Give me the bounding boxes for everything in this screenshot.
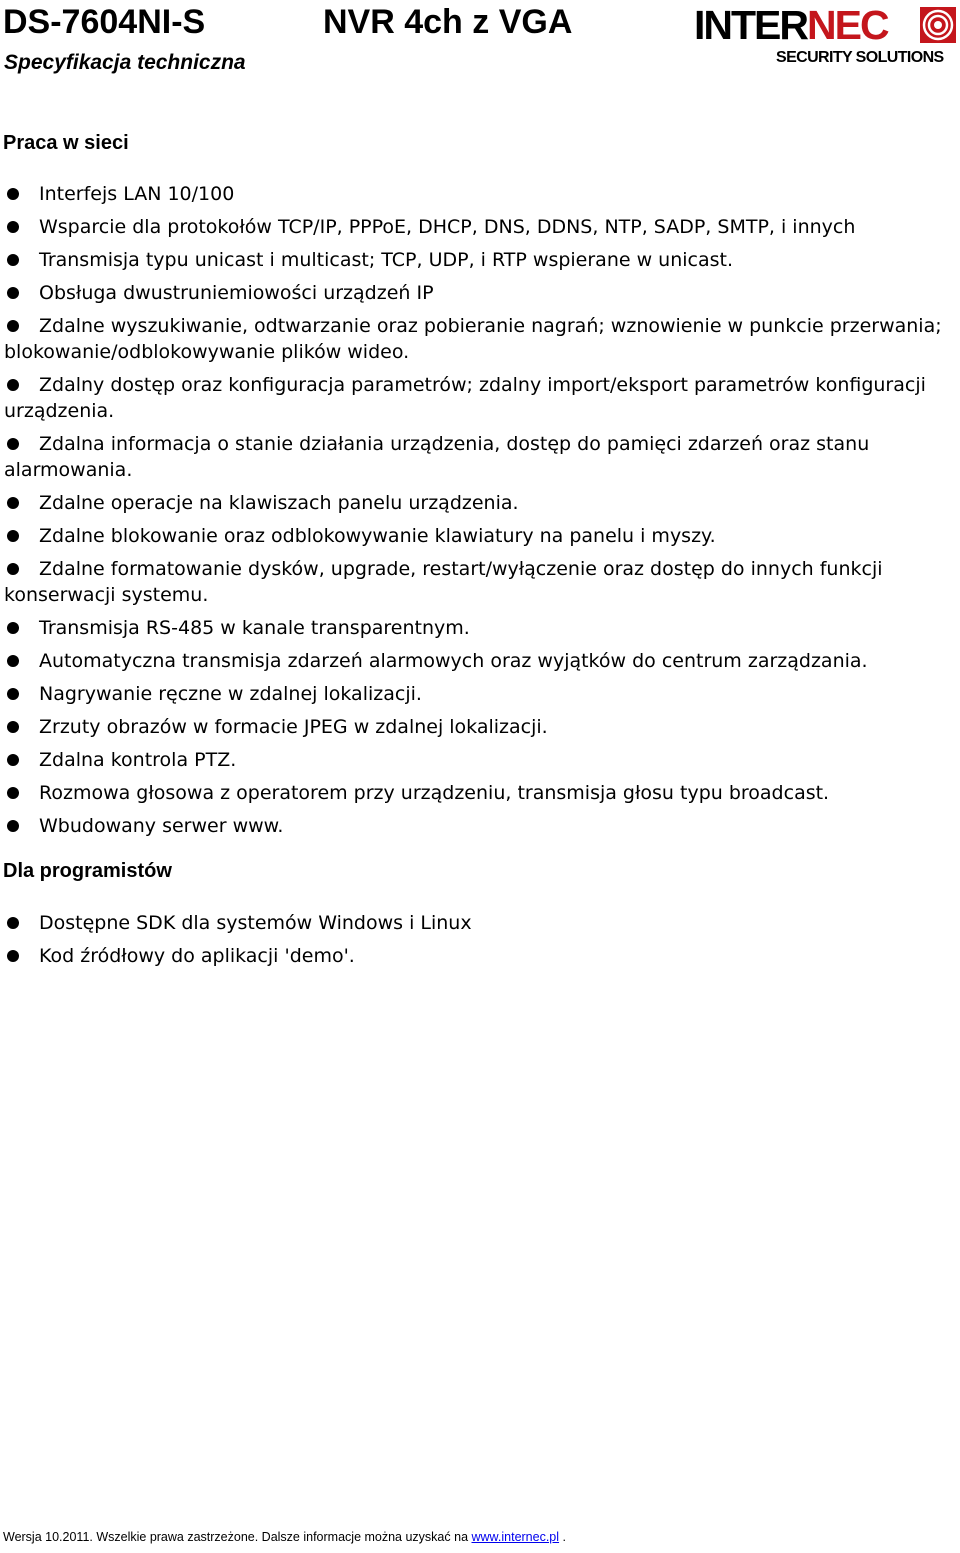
logo-target-icon (920, 7, 956, 43)
bullet-icon (7, 530, 19, 542)
developer-features-list (4, 910, 956, 976)
list-item: Zrzuty obrazów w formacie JPEG w zdalnej lokalizacji. (4, 714, 956, 740)
logo-wordmark: INTERNEC (694, 2, 888, 48)
list-item: Zdalne wyszukiwanie, odtwarzanie oraz pobieranie nagrań; wznowienie w punkcie przerwania; blokowanie/odblokowywanie plików wideo. (4, 315, 942, 363)
internec-logo (694, 4, 958, 70)
bullet-icon (7, 721, 19, 733)
list-item: Wsparcie dla protokołów TCP/IP, PPPoE, DHCP, DNS, DDNS, NTP, SADP, SMTP, i innych (4, 214, 956, 240)
bullet-icon (7, 438, 19, 450)
bullet-icon (7, 563, 19, 575)
document-title (3, 2, 572, 42)
list-item: Transmisja typu unicast i multicast; TCP, UDP, i RTP wspierane w unicast. (4, 247, 956, 273)
list-item: Nagrywanie ręczne w zdalnej lokalizacji. (4, 681, 956, 707)
page-footer (3, 1529, 566, 1545)
list-item: Zdalne blokowanie oraz odblokowywanie klawiatury na panelu i myszy. (4, 523, 956, 549)
document-subtitle: Specyfikacja techniczna (4, 51, 246, 74)
list-item: Dostępne SDK dla systemów Windows i Linux (4, 910, 956, 936)
bullet-icon (7, 379, 19, 391)
list-item: Rozmowa głosowa z operatorem przy urządzeniu, transmisja głosu typu broadcast. (4, 780, 956, 806)
section-heading-network: Praca w sieci (3, 132, 129, 154)
list-item: Interfejs LAN 10/100 (4, 181, 956, 207)
bullet-icon (7, 497, 19, 509)
network-features-list (4, 181, 956, 846)
bullet-icon (7, 655, 19, 667)
list-item: Zdalny dostęp oraz konfiguracja parametrów; zdalny import/eksport parametrów konfiguracji urządzenia. (4, 374, 926, 422)
bullet-icon (7, 688, 19, 700)
bullet-icon (7, 622, 19, 634)
bullet-icon (7, 188, 19, 200)
website-link[interactable]: www.internec.pl (471, 1530, 560, 1544)
bullet-icon (7, 254, 19, 266)
footer-text: Wersja 10.2011. Wszelkie prawa zastrzeżone. Dalsze informacje można uzyskać na (3, 1530, 472, 1544)
bullet-icon (7, 820, 19, 832)
model-number: DS-7604NI-S (3, 3, 206, 41)
footer-end: . (559, 1530, 566, 1544)
list-item: Zdalne operacje na klawiszach panelu urządzenia. (4, 490, 956, 516)
bullet-icon (7, 320, 19, 332)
section-heading-developers: Dla programistów (3, 860, 172, 882)
list-item: Transmisja RS-485 w kanale transparentnym. (4, 615, 956, 641)
bullet-icon (7, 787, 19, 799)
list-item: Zdalna kontrola PTZ. (4, 747, 956, 773)
bullet-icon (7, 917, 19, 929)
list-item: Obsługa dwustruniemiowości urządzeń IP (4, 280, 956, 306)
list-item: Zdalna informacja o stanie działania urządzenia, dostęp do pamięci zdarzeń oraz stanu alarmowania. (4, 433, 870, 481)
list-item: Automatyczna transmisja zdarzeń alarmowych oraz wyjątków do centrum zarządzania. (4, 648, 956, 674)
product-name: NVR 4ch z VGA (323, 3, 573, 41)
list-item: Kod źródłowy do aplikacji 'demo'. (4, 943, 956, 969)
bullet-icon (7, 287, 19, 299)
list-item: Wbudowany serwer www. (4, 813, 956, 839)
list-item: Zdalne formatowanie dysków, upgrade, restart/wyłączenie oraz dostęp do innych funkcji konserwacji systemu. (4, 558, 883, 606)
bullet-icon (7, 754, 19, 766)
bullet-icon (7, 950, 19, 962)
bullet-icon (7, 221, 19, 233)
logo-tagline: SECURITY SOLUTIONS (776, 49, 944, 66)
